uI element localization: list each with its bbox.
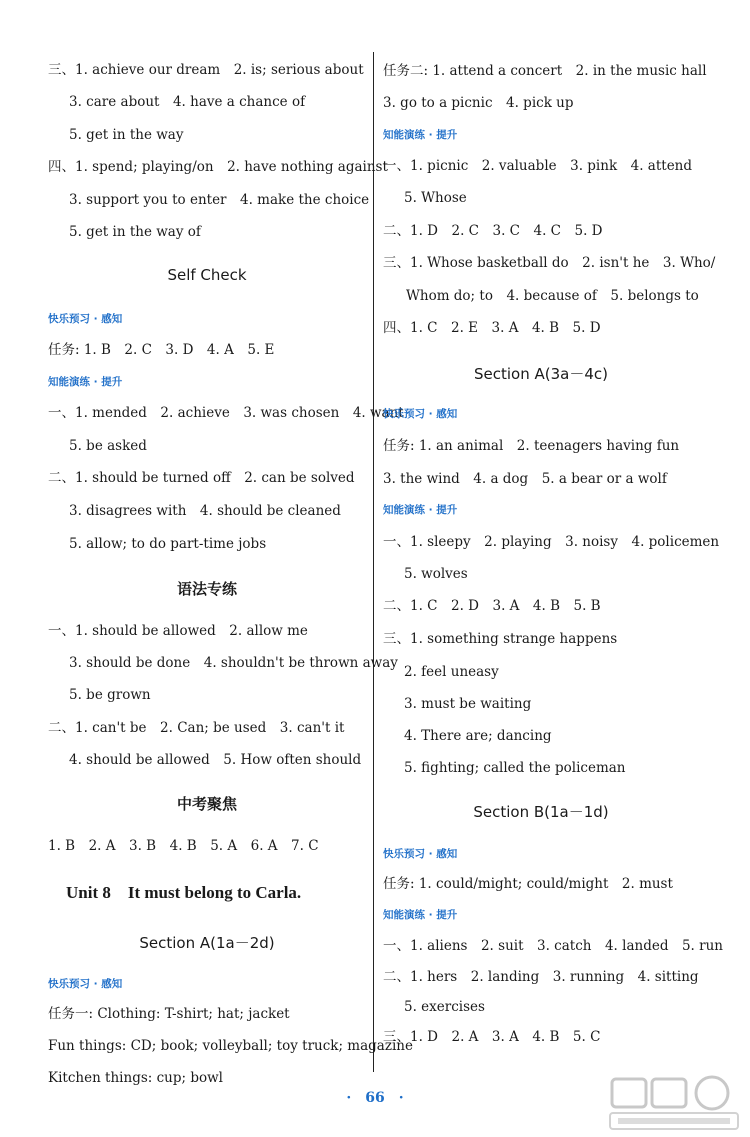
- column-divider: [373, 52, 374, 1072]
- answer-line: 3. care about 4. have a chance of: [69, 94, 306, 110]
- answer-line: 5. exercises: [404, 999, 485, 1015]
- answer-line: 3. go to a picnic 4. pick up: [383, 95, 574, 111]
- answer-line: 任务一: Clothing: T-shirt; hat; jacket: [48, 1006, 290, 1022]
- answer-line: 5. wolves: [404, 566, 468, 582]
- answer-line: 5. get in the way of: [69, 224, 201, 240]
- answer-line: 3. should be done 4. shouldn't be thrown away: [69, 655, 398, 671]
- answer-line: 任务二: 1. attend a concert 2. in the music hall: [383, 63, 707, 79]
- answer-line: 3. must be waiting: [404, 696, 532, 712]
- answer-line: 二、1. hers 2. landing 3. running 4. sitting: [383, 969, 699, 985]
- answer-line: 二、1. can't be 2. Can; be used 3. can't it: [48, 720, 345, 736]
- section-tag: 快乐预习 · 感知: [48, 313, 123, 325]
- answer-line: 3. disagrees with 4. should be cleaned: [69, 503, 341, 519]
- answer-line: 1. B 2. A 3. B 4. B 5. A 6. A 7. C: [48, 838, 319, 854]
- section-tag: 知能演练 · 提升: [383, 909, 458, 921]
- answer-line: 3. support you to enter 4. make the choice: [69, 192, 370, 208]
- answer-line: 二、1. C 2. D 3. A 4. B 5. B: [383, 598, 601, 614]
- section-tag: 快乐预习 · 感知: [48, 978, 123, 990]
- answer-line: Kitchen things: cup; bowl: [48, 1070, 223, 1086]
- answer-line: 5. Whose: [404, 190, 467, 206]
- page-number: · 66 ·: [346, 1090, 404, 1106]
- answer-line: 任务: 1. could/might; could/might 2. must: [383, 876, 673, 892]
- section-tag: 知能演练 · 提升: [383, 129, 458, 141]
- watermark-logo: [604, 1073, 744, 1133]
- answer-line: 5. be asked: [69, 438, 147, 454]
- answer-line: 5. allow; to do part-time jobs: [69, 536, 267, 552]
- answer-line: 5. get in the way: [69, 127, 184, 143]
- answer-line: 5. be grown: [69, 687, 151, 703]
- section-tag: 知能演练 · 提升: [383, 504, 458, 516]
- answer-line: 一、1. mended 2. achieve 3. was chosen 4. want: [48, 405, 404, 421]
- answer-line: 5. fighting; called the policeman: [404, 760, 626, 776]
- answer-line: 任务: 1. an animal 2. teenagers having fun: [383, 438, 680, 454]
- answer-line: 一、1. picnic 2. valuable 3. pink 4. attend: [383, 158, 693, 174]
- answer-line: 任务: 1. B 2. C 3. D 4. A 5. E: [48, 342, 275, 358]
- answer-line: 四、1. C 2. E 3. A 4. B 5. D: [383, 320, 601, 336]
- answer-line: Whom do; to 4. because of 5. belongs to: [406, 288, 699, 304]
- section-tag: 快乐预习 · 感知: [383, 848, 458, 860]
- answer-line: 三、1. achieve our dream 2. is; serious about: [48, 62, 364, 78]
- answer-line: 二、1. D 2. C 3. C 4. C 5. D: [383, 223, 603, 239]
- section-heading-grammar: 语法专练: [176, 580, 237, 598]
- answer-line: 4. should be allowed 5. How often should: [69, 752, 362, 768]
- answer-line: 4. There are; dancing: [404, 728, 552, 744]
- section-heading-section-a: Section A(1a－2d): [139, 934, 275, 952]
- unit-title: Unit 8 It must belong to Carla.: [66, 883, 302, 902]
- answer-line: 三、1. D 2. A 3. A 4. B 5. C: [383, 1029, 601, 1045]
- answer-line: Fun things: CD; book; volleyball; toy truck; magazine: [48, 1038, 413, 1054]
- answer-line: 2. feel uneasy: [404, 664, 499, 680]
- answer-line: 一、1. sleepy 2. playing 3. noisy 4. policemen: [383, 534, 720, 550]
- answer-line: 一、1. should be allowed 2. allow me: [48, 623, 308, 639]
- section-heading-zhongkao: 中考聚焦: [176, 795, 237, 813]
- answer-line: 三、1. Whose basketball do 2. isn't he 3. Who/: [383, 255, 716, 271]
- section-heading-self-check: Self Check: [167, 266, 247, 284]
- section-heading-section-a-3a: Section A(3a－4c): [474, 365, 608, 383]
- section-heading-section-b: Section B(1a－1d): [473, 803, 609, 821]
- answer-line: 三、1. something strange happens: [383, 631, 618, 647]
- section-tag: 快乐预习 · 感知: [383, 408, 458, 420]
- answer-line: 四、1. spend; playing/on 2. have nothing against: [48, 159, 388, 175]
- answer-line: 二、1. should be turned off 2. can be solved: [48, 470, 355, 486]
- section-tag: 知能演练 · 提升: [48, 376, 123, 388]
- answer-line: 一、1. aliens 2. suit 3. catch 4. landed 5. run: [383, 938, 723, 954]
- answer-line: 3. the wind 4. a dog 5. a bear or a wolf: [383, 471, 667, 487]
